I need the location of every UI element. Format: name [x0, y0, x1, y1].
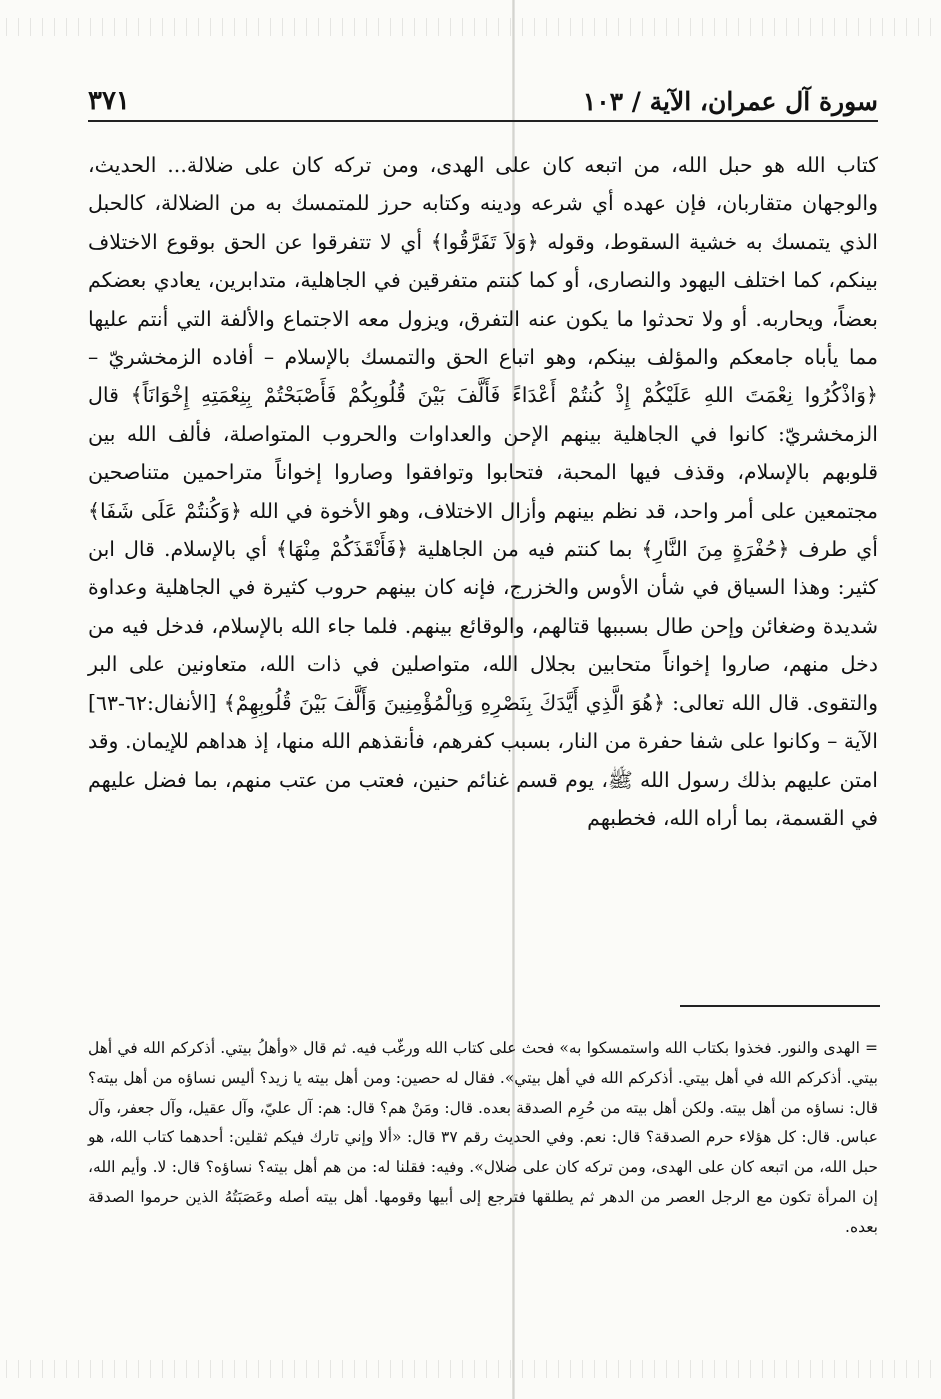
footnote-separator [680, 1005, 880, 1007]
footnote-paragraph: = الهدى والنور. فخذوا بكتاب الله واستمسكوا به» فحث على كتاب الله ورغّب فيه. ثم قال «وأهلُ بيتي. أذكركم الله في أهل بيتي. أذكركم الله في أهل بيتي. أذكركم الله في أهل بيتي». فقال له حصين: ومن أهل بيته يا زيد؟ أليس نساؤه من أهل بيته؟ قال: نساؤه من أهل بيته. ولكن أهل بيته من حُرِم الصدقة بعده. قال: ومَنْ هم؟ قال: هم: آل عليّ، وآل عقيل، وآل جعفر، وآل عباس. قال: كل هؤلاء حرم الصدقة؟ قال: نعم. وفي الحديث رقم ٣٧ قال: «ألا وإني تارك فيكم ثقلين: أحدهما كتاب الله، هو حبل الله، من اتبعه كان على الهدى، ومن تركه كان على ضلال». وفيه: فقلنا له: من هم أهل بيته؟ نساؤه؟ قال: لا. وأيم الله، إن المرأة تكون مع الرجل العصر من الدهر ثم يطلقها فترجع إلى أبيها وقومها. أهل بيته أصله وعَصَبَتُهُ الذين حرموا الصدقة بعده. [88, 1039, 878, 1236]
footnote [88, 1034, 878, 1243]
main-paragraph: كتاب الله هو حبل الله، من اتبعه كان على الهدى، ومن تركه كان على ضلالة... الحديث، والوجهان متقاربان، فإن عهده أي شرعه ودينه وكتابه حرز للمتمسك به من الضلالة، كالحبل الذي يتمسك به خشية السقوط، وقوله ﴿وَلاَ تَفَرَّقُوا﴾ أي لا تتفرقوا عن الحق بوقوع الاختلاف بينكم، كما اختلف اليهود والنصارى، أو كما كنتم متفرقين في الجاهلية، متدابرين، يعادي بعضكم بعضاً، ويحاربه. أو ولا تحدثوا ما يكون عنه التفرق، ويزول معه الاجتماع والألفة التي أنتم عليها مما يأباه جامعكم والمؤلف بينكم، وهو اتباع الحق والتمسك بالإسلام – أفاده الزمخشريّ – ﴿وَاذْكُرُوا نِعْمَتَ اللهِ عَلَيْكُمْ إِذْ كُنتُمْ أَعْدَاءً فَأَلَّفَ بَيْنَ قُلُوبِكُمْ فَأَصْبَحْتُمْ بِنِعْمَتِهِ إِخْوَانَاً﴾ قال الزمخشريّ: كانوا في الجاهلية بينهم الإحن والعداوات والحروب المتواصلة، فألف الله بين قلوبهم بالإسلام، وقذف فيها المحبة، فتحابوا وتوافقوا وصاروا إخواناً متراحمين متناصحين مجتمعين على أمر واحد، قد نظم بينهم وأزال الاختلاف، وهو الأخوة في الله ﴿وَكُنتُمْ عَلَى شَفَا﴾ أي طرف ﴿حُفْرَةٍ مِنَ النَّارِ﴾ بما كنتم فيه من الجاهلية ﴿فَأَنْقَذَكُمْ مِنْهَا﴾ أي بالإسلام. قال ابن كثير: وهذا السياق في شأن الأوس والخزرج، فإنه كان بينهم حروب كثيرة في الجاهلية وعداوة شديدة وضغائن وإحن طال بسببها قتالهم، والوقائع بينهم. فلما جاء الله بالإسلام، فدخل فيه من دخل منهم، صاروا إخواناً متحابين بجلال الله، متواصلين في ذات الله، متعاونين على البر والتقوى. قال الله تعالى: ﴿هُوَ الَّذِي أَيَّدَكَ بِنَصْرِهِ وَبِالْمُؤْمِنِينَ وَأَلَّفَ بَيْنَ قُلُوبِهِمْ﴾ [الأنفال:٦٢-٦٣] الآية – وكانوا على شفا حفرة من النار، بسبب كفرهم، فأنقذهم الله منها، إذ هداهم للإيمان. وقد امتن عليهم بذلك رسول الله ﷺ، يوم قسم غنائم حنين، فعتب من عتب منهم، بما فضل عليهم في القسمة، بما أراه الله، فخطبهم [88, 153, 878, 830]
main-text [88, 146, 878, 837]
page-number: ٣٧١ [88, 86, 130, 116]
page-header [88, 68, 878, 122]
bottom-ornament-border [0, 1360, 941, 1378]
running-title: سورة آل عمران، الآية / ١٠٣ [582, 87, 878, 116]
top-ornament-border [0, 18, 941, 36]
